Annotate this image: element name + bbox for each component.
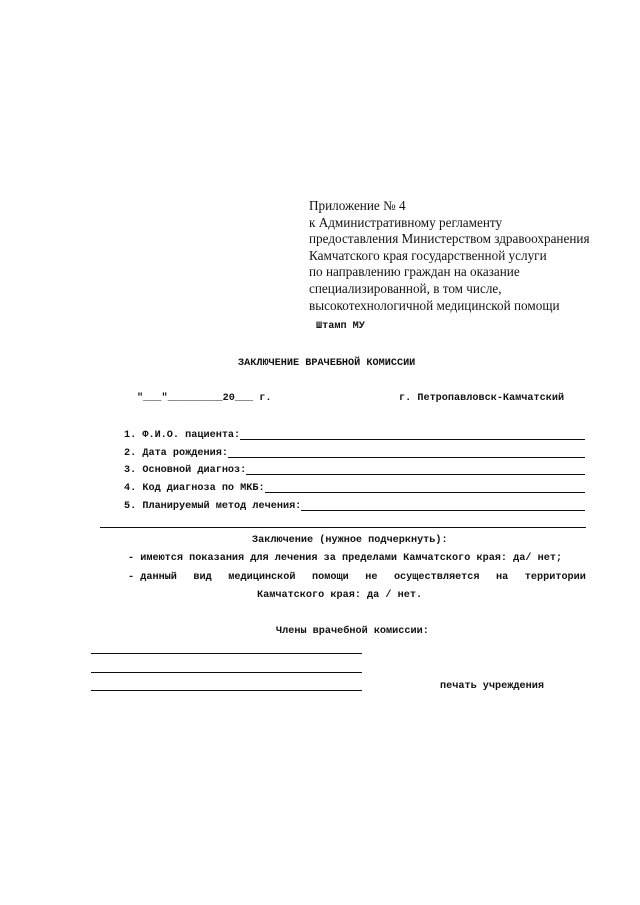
field-main-diagnosis[interactable]	[124, 462, 585, 476]
stamp-label: Штамп МУ	[316, 321, 365, 332]
conclusion-word: территории	[524, 572, 586, 583]
conclusion-item-2-end: Камчатского края: да / нет.	[257, 590, 423, 601]
appendix-line: специализированной, в том числе,	[309, 280, 502, 296]
conclusion-word: вид	[193, 572, 212, 583]
appendix-line: предоставления Министерством здравоохранения	[309, 231, 590, 247]
appendix-line: Приложение № 4	[309, 198, 406, 213]
field-underline	[301, 510, 585, 511]
conclusion-word: на	[496, 572, 509, 583]
appendix-line: к Административному регламенту	[309, 214, 503, 230]
field-birth-date[interactable]	[124, 445, 585, 459]
commission-heading: Члены врачебной комиссии:	[276, 626, 429, 637]
appendix-line: Камчатского края государственной услуги	[309, 247, 547, 263]
field-underline	[246, 474, 585, 475]
appendix-line: по направлению граждан на оказание	[309, 264, 520, 280]
conclusion-item-2	[128, 572, 586, 583]
signature-line[interactable]	[91, 690, 362, 691]
date-line: "___"_________20___ г.	[137, 393, 272, 404]
conclusion-word: осуществляется	[393, 572, 480, 583]
section-divider	[100, 527, 586, 528]
appendix-block	[309, 198, 590, 314]
field-patient-name[interactable]	[124, 427, 585, 441]
field-underline	[228, 457, 585, 458]
field-label: 4. Код диагноза по МКБ:	[124, 483, 265, 494]
field-underline	[265, 492, 585, 493]
field-label: 5. Планируемый метод лечения:	[124, 501, 302, 512]
signature-line[interactable]	[91, 672, 362, 673]
signature-line[interactable]	[91, 653, 362, 654]
conclusion-word: помощи	[312, 572, 349, 583]
field-label: 2. Дата рождения:	[124, 448, 228, 459]
field-label: 1. Ф.И.О. пациента:	[124, 430, 241, 441]
seal-label: печать учреждения	[440, 681, 544, 692]
conclusion-word: - данный	[128, 572, 177, 583]
conclusion-word: не	[365, 572, 378, 583]
conclusion-item-1: - имеются показания для лечения за пределами Камчатского края: да/ нет;	[128, 553, 563, 564]
field-underline	[240, 439, 585, 440]
city-name: г. Петропавловск-Камчатский	[399, 393, 565, 404]
conclusion-word: медицинской	[228, 572, 296, 583]
field-treatment-method[interactable]	[124, 498, 585, 512]
field-icd-code[interactable]	[124, 480, 585, 494]
conclusion-heading: Заключение (нужное подчеркнуть):	[252, 535, 448, 546]
appendix-line: высокотехнологичной медицинской помощи	[309, 297, 560, 313]
field-label: 3. Основной диагноз:	[124, 465, 247, 476]
document-title: ЗАКЛЮЧЕНИЕ ВРАЧЕБНОЙ КОМИССИИ	[238, 358, 416, 369]
